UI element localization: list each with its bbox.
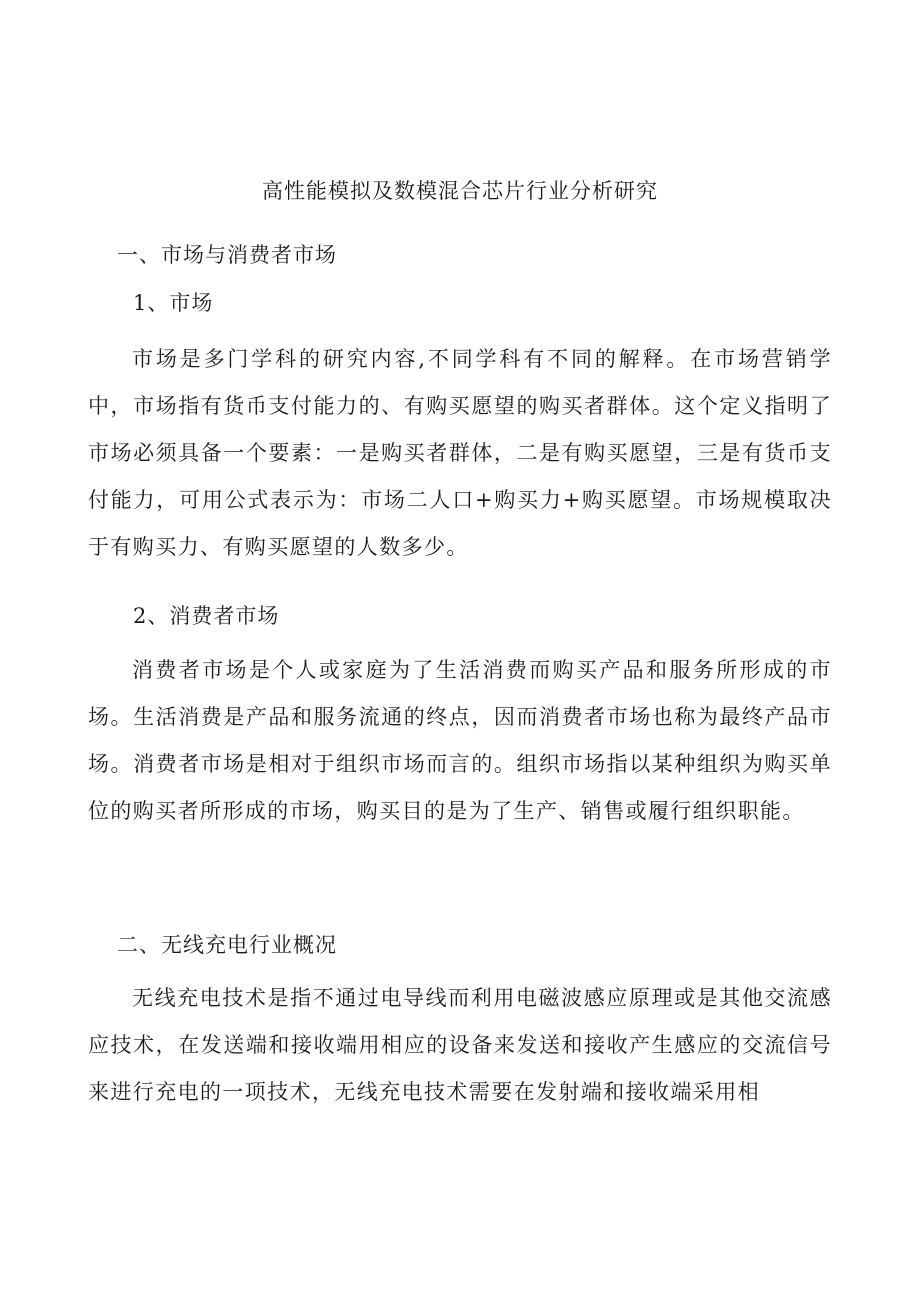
section-heading-market: 一、市场与消费者市场 [117,243,337,267]
subsection-heading-market: 1、市场 [133,291,214,315]
section-heading-wireless-charging: 二、无线充电行业概况 [117,933,337,957]
document-title: 高性能模拟及数模混合芯片行业分析研究 [262,179,658,203]
paragraph-consumer-market: 消费者市场是个人或家庭为了生活消费而购买产品和服务所形成的市场。生活消费是产品和服务流通的终点，因而消费者市场也称为最终产品市场。消费者市场是相对于组织市场而言的。组织市场指以某种组织为购买单位的购买者所形成的市场，购买目的是为了生产、销售或履行组织职能。 [88,658,832,823]
paragraph-wireless-charging: 无线充电技术是指不通过电导线而利用电磁波感应原理或是其他交流感应技术，在发送端和接收端用相应的设备来发送和接收产生感应的交流信号来进行充电的一项技术，无线充电技术需要在发射端和接收端采用相 [88,986,832,1104]
paragraph-market-definition: 市场是多门学科的研究内容,不同学科有不同的解释。在市场营销学中，市场指有货币支付能力的、有购买愿望的购买者群体。这个定义指明了市场必须具备一个要素：一是购买者群体，二是有购买愿望，三是有货币支付能力，可用公式表示为：市场二人口+购买力+购买愿望。市场规模取决于有购买力、有购买愿望的人数多少。 [88,347,832,559]
subsection-heading-consumer-market: 2、消费者市场 [133,604,280,628]
